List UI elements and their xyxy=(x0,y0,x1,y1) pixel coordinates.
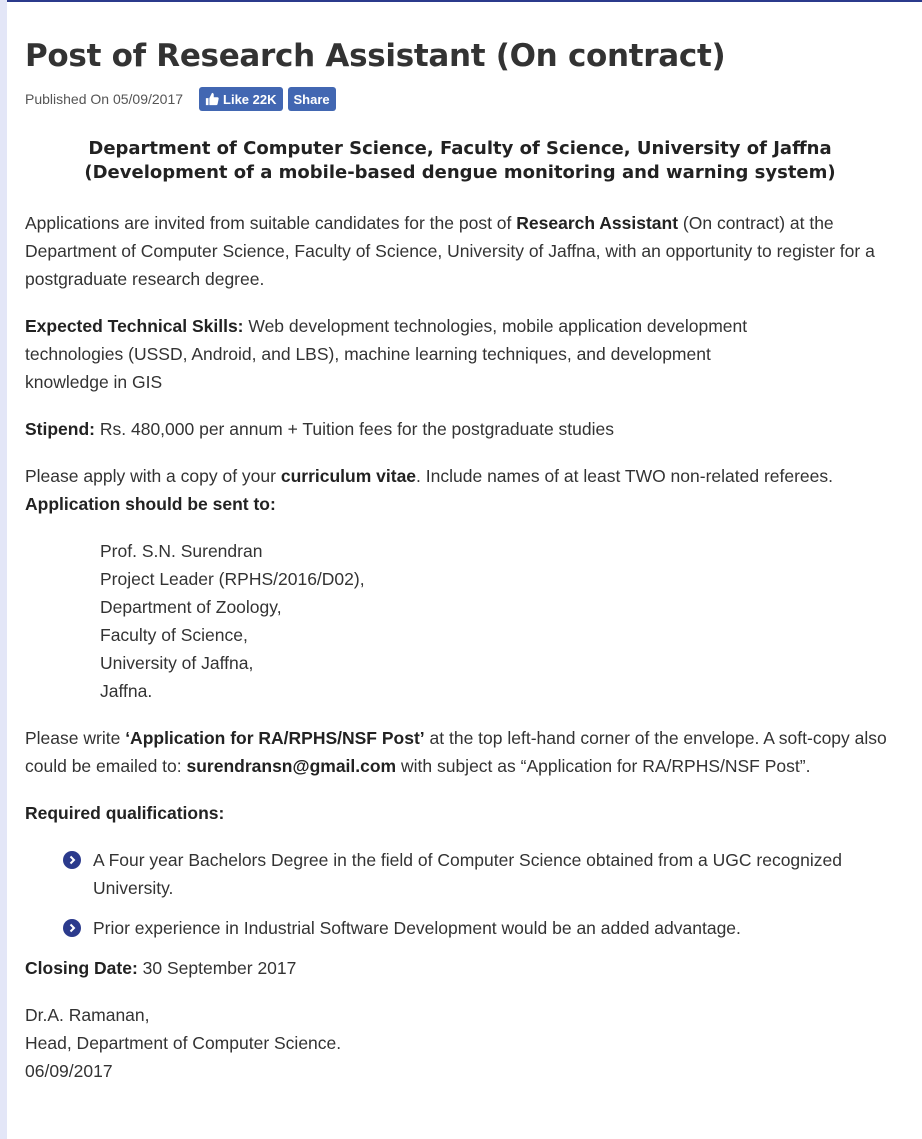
stipend-paragraph: Stipend: Rs. 480,000 per annum + Tuition fees for the postgraduate studies xyxy=(25,419,615,439)
signature-date: 06/09/2017 xyxy=(25,1061,113,1081)
postal-address xyxy=(100,537,905,705)
like-label: Like 22K xyxy=(223,91,277,107)
top-border xyxy=(0,0,922,2)
closing-date-paragraph xyxy=(25,954,905,982)
page-title: Post of Research Assistant (On contract) xyxy=(25,38,726,74)
signature-title: Head, Department of Computer Science. xyxy=(25,1033,342,1053)
left-sidebar-strip xyxy=(0,0,7,1139)
department-heading-line1: Department of Computer Science, Faculty of Science, University of Jaffna xyxy=(88,138,832,159)
write-paragraph: Please write ‘Application for RA/RPHS/NSF Post’ at the top left-hand corner of the envelope. A soft-copy also could be emailed to: surendransn@gmail.com with subject as “Application for RA/RPHS/NSF Post”. xyxy=(25,728,887,776)
published-date: Published On 05/09/2017 xyxy=(25,91,184,107)
signature-block xyxy=(25,1001,905,1085)
chevron-right-icon xyxy=(63,919,81,937)
email-address: surendransn@gmail.com xyxy=(186,756,397,776)
cv-text: curriculum vitae xyxy=(280,466,417,486)
thumbs-up-icon xyxy=(205,92,219,106)
list-item: Prior experience in Industrial Software Development would be an added advantage. xyxy=(25,914,905,942)
address-line: Jaffna. xyxy=(100,681,153,701)
skills-paragraph: Expected Technical Skills: Web development technologies, mobile application development technologies (USSD, Android, and LBS), machine learning techniques, and development knowledge in GIS xyxy=(25,316,748,392)
facebook-share-button[interactable]: Share xyxy=(288,87,336,111)
closing-date-label: Closing Date: xyxy=(25,958,138,978)
address-line: Project Leader (RPHS/2016/D02), xyxy=(100,569,365,589)
signature-name: Dr.A. Ramanan, xyxy=(25,1005,150,1025)
sent-to-label: Application should be sent to: xyxy=(25,494,276,514)
address-line: Department of Zoology, xyxy=(100,597,282,617)
list-item: A Four year Bachelors Degree in the field of Computer Science obtained from a UGC recognized University. xyxy=(25,846,905,902)
article-meta xyxy=(25,87,341,111)
address-line: University of Jaffna, xyxy=(100,653,254,673)
qualifications-list xyxy=(25,846,905,942)
intro-paragraph: Applications are invited from suitable candidates for the post of Research Assistant (On contract) at the Department of Computer Science, Faculty of Science, University of Jaffna, with an opportunity to register for a postgraduate research degree. xyxy=(25,213,875,289)
address-line: Prof. S.N. Surendran xyxy=(100,541,263,561)
envelope-subject: ‘Application for RA/RPHS/NSF Post’ xyxy=(125,728,425,748)
closing-date-value: 30 September 2017 xyxy=(137,958,297,978)
stipend-label: Stipend: xyxy=(25,419,95,439)
facebook-like-button[interactable] xyxy=(199,87,282,111)
project-heading-line2: (Development of a mobile-based dengue monitoring and warning system) xyxy=(84,162,836,183)
position-name: Research Assistant xyxy=(516,213,679,233)
chevron-right-icon xyxy=(63,851,81,869)
skills-label: Expected Technical Skills: xyxy=(25,316,244,336)
apply-paragraph: Please apply with a copy of your curriculum vitae. Include names of at least TWO non-related referees. Application should be sent to: xyxy=(25,466,834,514)
qualifications-heading: Required qualifications: xyxy=(25,803,225,823)
department-heading xyxy=(25,137,895,185)
article-body xyxy=(25,209,905,1085)
address-line: Faculty of Science, xyxy=(100,625,248,645)
